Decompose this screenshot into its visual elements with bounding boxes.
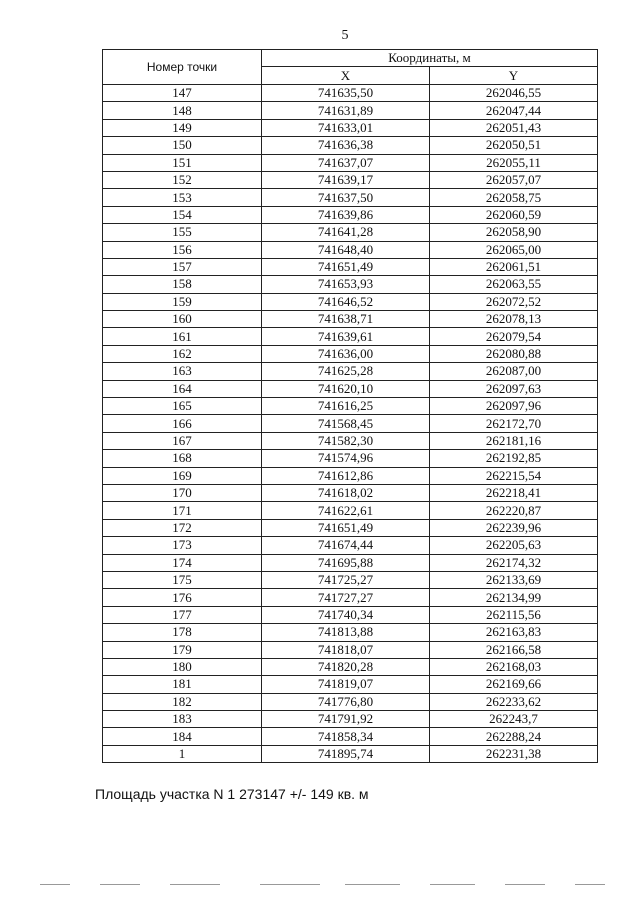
x-coordinate-cell: 741635,50 (262, 85, 430, 102)
y-coordinate-cell: 262231,38 (430, 745, 598, 762)
table-row (103, 415, 598, 432)
table-row (103, 537, 598, 554)
x-coordinate-cell: 741639,61 (262, 328, 430, 345)
point-number-cell: 167 (103, 432, 262, 449)
point-number-cell: 177 (103, 606, 262, 623)
point-number-cell: 176 (103, 589, 262, 606)
y-coordinate-cell: 262218,41 (430, 484, 598, 501)
page-number: 5 (341, 28, 349, 43)
y-coordinate-cell: 262060,59 (430, 206, 598, 223)
table-row (103, 519, 598, 536)
x-coordinate-cell: 741639,17 (262, 171, 430, 188)
y-coordinate-cell: 262134,99 (430, 589, 598, 606)
y-coordinate-cell: 262079,54 (430, 328, 598, 345)
x-coordinate-cell: 741791,92 (262, 711, 430, 728)
x-coordinate-cell: 741819,07 (262, 676, 430, 693)
y-coordinate-cell: 262169,66 (430, 676, 598, 693)
point-number-cell: 174 (103, 554, 262, 571)
table-row (103, 154, 598, 171)
x-coordinate-cell: 741568,45 (262, 415, 430, 432)
header-x: X (262, 67, 430, 85)
header-coordinates: Координаты, м (262, 50, 598, 67)
x-coordinate-cell: 741636,00 (262, 345, 430, 362)
point-number-cell: 156 (103, 241, 262, 258)
table-row (103, 224, 598, 241)
y-coordinate-cell: 262046,55 (430, 85, 598, 102)
x-coordinate-cell: 741616,25 (262, 398, 430, 415)
y-coordinate-cell: 262168,03 (430, 658, 598, 675)
table-row (103, 85, 598, 102)
table-row (103, 171, 598, 188)
y-coordinate-cell: 262078,13 (430, 311, 598, 328)
table-row (103, 363, 598, 380)
table-row (103, 624, 598, 641)
y-coordinate-cell: 262065,00 (430, 241, 598, 258)
table-row (103, 502, 598, 519)
point-number-cell: 155 (103, 224, 262, 241)
y-coordinate-cell: 262115,56 (430, 606, 598, 623)
table-row (103, 102, 598, 119)
table-row (103, 432, 598, 449)
y-coordinate-cell: 262063,55 (430, 276, 598, 293)
table-row (103, 328, 598, 345)
table-row (103, 258, 598, 275)
point-number-cell: 170 (103, 484, 262, 501)
point-number-cell: 164 (103, 380, 262, 397)
x-coordinate-cell: 741574,96 (262, 450, 430, 467)
header-y: Y (430, 67, 598, 85)
table-row (103, 728, 598, 745)
x-coordinate-cell: 741651,49 (262, 258, 430, 275)
point-number-cell: 171 (103, 502, 262, 519)
table-row (103, 589, 598, 606)
y-coordinate-cell: 262058,75 (430, 189, 598, 206)
x-coordinate-cell: 741638,71 (262, 311, 430, 328)
point-number-cell: 1 (103, 745, 262, 762)
table-row (103, 641, 598, 658)
point-number-cell: 165 (103, 398, 262, 415)
point-number-cell: 154 (103, 206, 262, 223)
point-number-cell: 151 (103, 154, 262, 171)
point-number-cell: 162 (103, 345, 262, 362)
y-coordinate-cell: 262058,90 (430, 224, 598, 241)
point-number-cell: 160 (103, 311, 262, 328)
x-coordinate-cell: 741641,28 (262, 224, 430, 241)
point-number-cell: 150 (103, 137, 262, 154)
table-row (103, 293, 598, 310)
table-row (103, 450, 598, 467)
y-coordinate-cell: 262192,85 (430, 450, 598, 467)
x-coordinate-cell: 741612,86 (262, 467, 430, 484)
x-coordinate-cell: 741646,52 (262, 293, 430, 310)
point-number-cell: 183 (103, 711, 262, 728)
point-number-cell: 147 (103, 85, 262, 102)
x-coordinate-cell: 741625,28 (262, 363, 430, 380)
y-coordinate-cell: 262243,7 (430, 711, 598, 728)
scan-artifact-line (0, 884, 640, 888)
y-coordinate-cell: 262133,69 (430, 571, 598, 588)
x-coordinate-cell: 741725,27 (262, 571, 430, 588)
y-coordinate-cell: 262233,62 (430, 693, 598, 710)
y-coordinate-cell: 262220,87 (430, 502, 598, 519)
x-coordinate-cell: 741622,61 (262, 502, 430, 519)
point-number-cell: 178 (103, 624, 262, 641)
table-row (103, 137, 598, 154)
point-number-cell: 149 (103, 119, 262, 136)
point-number-cell: 184 (103, 728, 262, 745)
point-number-cell: 173 (103, 537, 262, 554)
y-coordinate-cell: 262205,63 (430, 537, 598, 554)
header-point-number: Номер точки (103, 50, 262, 85)
table-row (103, 206, 598, 223)
y-coordinate-cell: 262080,88 (430, 345, 598, 362)
y-coordinate-cell: 262163,83 (430, 624, 598, 641)
x-coordinate-cell: 741653,93 (262, 276, 430, 293)
y-coordinate-cell: 262181,16 (430, 432, 598, 449)
x-coordinate-cell: 741813,88 (262, 624, 430, 641)
point-number-cell: 169 (103, 467, 262, 484)
x-coordinate-cell: 741639,86 (262, 206, 430, 223)
x-coordinate-cell: 741674,44 (262, 537, 430, 554)
x-coordinate-cell: 741895,74 (262, 745, 430, 762)
point-number-cell: 158 (103, 276, 262, 293)
table-row (103, 311, 598, 328)
point-number-cell: 179 (103, 641, 262, 658)
point-number-cell: 148 (103, 102, 262, 119)
point-number-cell: 161 (103, 328, 262, 345)
x-coordinate-cell: 741818,07 (262, 641, 430, 658)
point-number-cell: 163 (103, 363, 262, 380)
y-coordinate-cell: 262055,11 (430, 154, 598, 171)
point-number-cell: 168 (103, 450, 262, 467)
y-coordinate-cell: 262288,24 (430, 728, 598, 745)
y-coordinate-cell: 262097,96 (430, 398, 598, 415)
coordinates-table (102, 49, 598, 763)
point-number-cell: 166 (103, 415, 262, 432)
table-row (103, 189, 598, 206)
x-coordinate-cell: 741618,02 (262, 484, 430, 501)
point-number-cell: 182 (103, 693, 262, 710)
point-number-cell: 181 (103, 676, 262, 693)
x-coordinate-cell: 741633,01 (262, 119, 430, 136)
x-coordinate-cell: 741858,34 (262, 728, 430, 745)
y-coordinate-cell: 262047,44 (430, 102, 598, 119)
x-coordinate-cell: 741776,80 (262, 693, 430, 710)
y-coordinate-cell: 262087,00 (430, 363, 598, 380)
y-coordinate-cell: 262239,96 (430, 519, 598, 536)
x-coordinate-cell: 741740,34 (262, 606, 430, 623)
x-coordinate-cell: 741695,88 (262, 554, 430, 571)
x-coordinate-cell: 741631,89 (262, 102, 430, 119)
y-coordinate-cell: 262097,63 (430, 380, 598, 397)
x-coordinate-cell: 741648,40 (262, 241, 430, 258)
point-number-cell: 159 (103, 293, 262, 310)
table-row (103, 467, 598, 484)
point-number-cell: 152 (103, 171, 262, 188)
y-coordinate-cell: 262072,52 (430, 293, 598, 310)
table-row (103, 658, 598, 675)
y-coordinate-cell: 262166,58 (430, 641, 598, 658)
x-coordinate-cell: 741582,30 (262, 432, 430, 449)
table-row (103, 554, 598, 571)
y-coordinate-cell: 262050,51 (430, 137, 598, 154)
y-coordinate-cell: 262061,51 (430, 258, 598, 275)
table-row (103, 345, 598, 362)
table-row (103, 711, 598, 728)
x-coordinate-cell: 741820,28 (262, 658, 430, 675)
table-row (103, 745, 598, 762)
table-row (103, 484, 598, 501)
x-coordinate-cell: 741636,38 (262, 137, 430, 154)
point-number-cell: 153 (103, 189, 262, 206)
table-row (103, 676, 598, 693)
table-row (103, 119, 598, 136)
table-row (103, 693, 598, 710)
y-coordinate-cell: 262174,32 (430, 554, 598, 571)
table-row (103, 380, 598, 397)
point-number-cell: 180 (103, 658, 262, 675)
table-row (103, 398, 598, 415)
x-coordinate-cell: 741727,27 (262, 589, 430, 606)
table-row (103, 276, 598, 293)
table-row (103, 571, 598, 588)
y-coordinate-cell: 262215,54 (430, 467, 598, 484)
x-coordinate-cell: 741637,07 (262, 154, 430, 171)
point-number-cell: 172 (103, 519, 262, 536)
y-coordinate-cell: 262051,43 (430, 119, 598, 136)
x-coordinate-cell: 741651,49 (262, 519, 430, 536)
point-number-cell: 175 (103, 571, 262, 588)
y-coordinate-cell: 262057,07 (430, 171, 598, 188)
x-coordinate-cell: 741637,50 (262, 189, 430, 206)
table-row (103, 606, 598, 623)
y-coordinate-cell: 262172,70 (430, 415, 598, 432)
x-coordinate-cell: 741620,10 (262, 380, 430, 397)
plot-area-text: Площадь участка N 1 273147 +/- 149 кв. м (95, 786, 369, 802)
point-number-cell: 157 (103, 258, 262, 275)
table-row (103, 241, 598, 258)
